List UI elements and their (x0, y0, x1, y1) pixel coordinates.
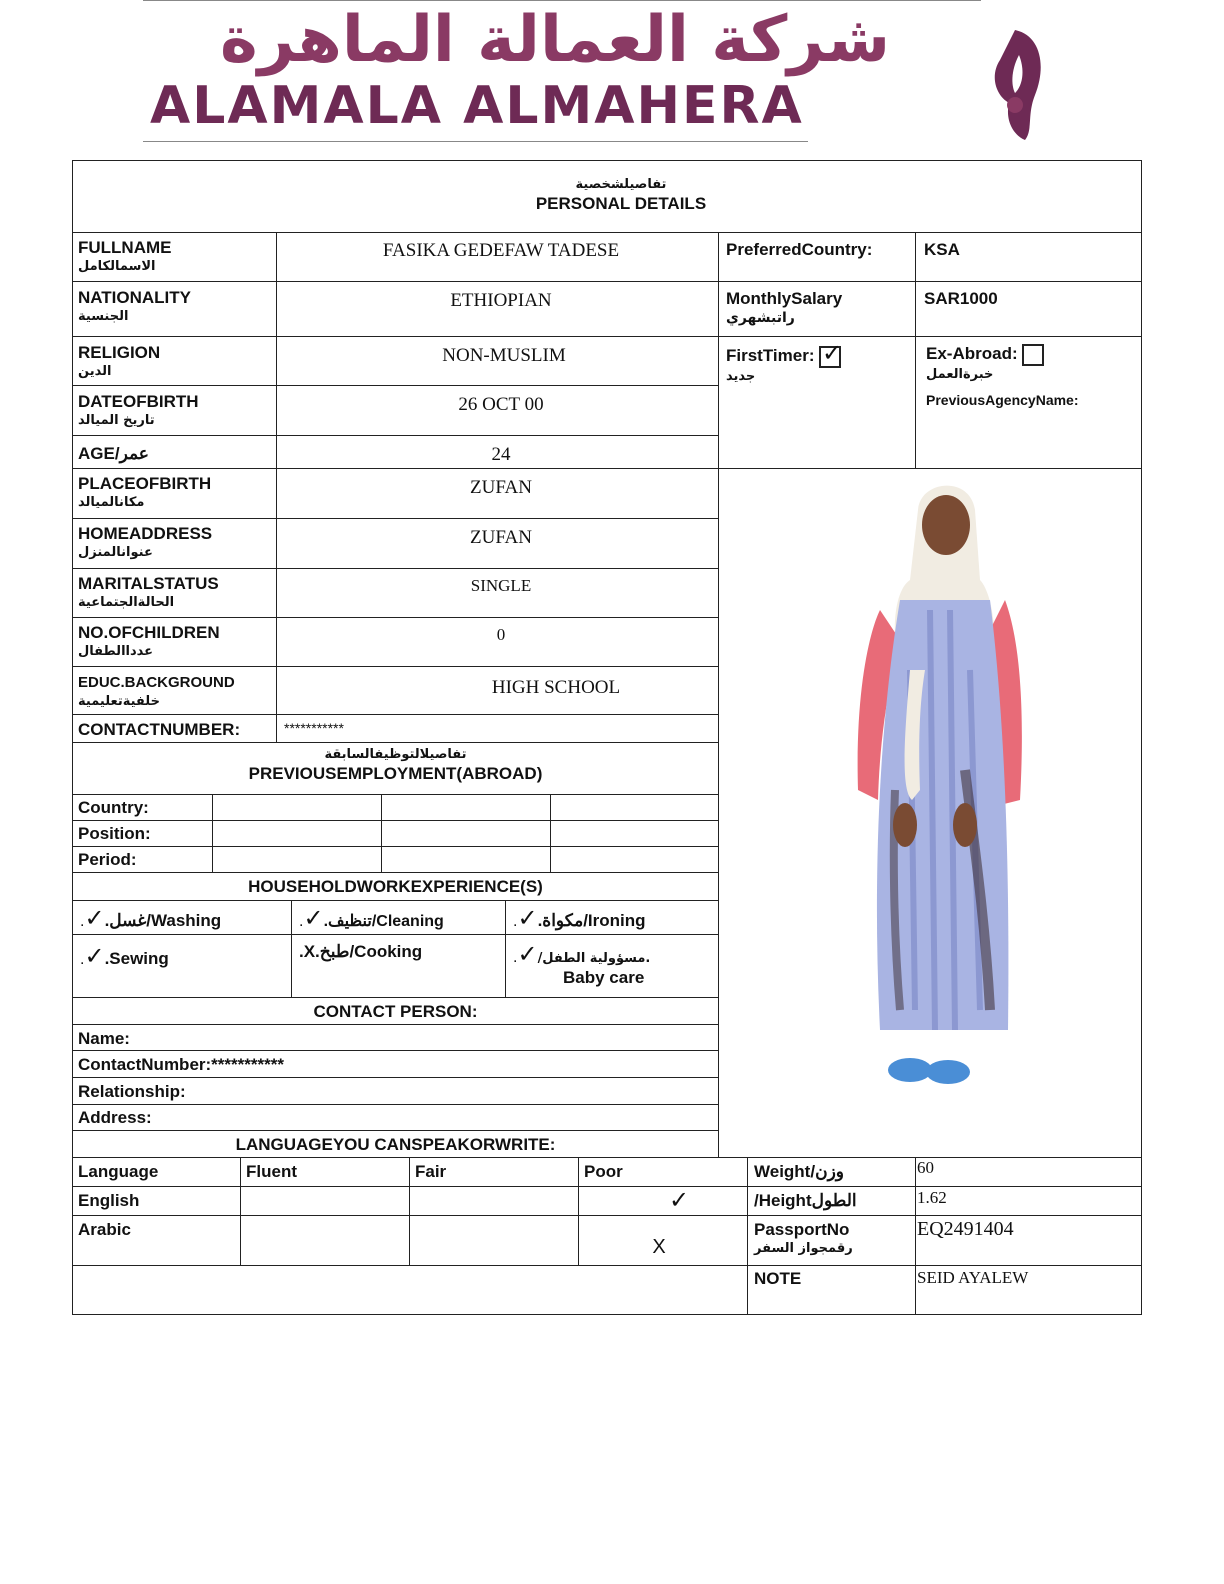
logo-emblem-icon (985, 25, 1047, 143)
nationality-value: ETHIOPIAN (450, 290, 552, 311)
ex-abroad: Ex-Abroad: خبرةالعمل PreviousAgencyName: (920, 340, 1138, 414)
personal-details-header (72, 176, 1170, 214)
prev-country-label: Country: (78, 798, 149, 817)
lang-english-fluent (240, 1189, 408, 1197)
contact-person-title: CONTACT PERSON: (313, 1002, 478, 1021)
lang-header-fair: Fair (415, 1162, 447, 1181)
placeofbirth-value: ZUFAN (470, 477, 532, 498)
lang-header-poor: Poor (584, 1162, 623, 1181)
prev-period-label: Period: (78, 850, 137, 869)
logo-english-text: ALAMALA ALMAHERA (150, 76, 804, 136)
logo-bottom-line (143, 141, 808, 142)
fullname-label: FULLNAME الاسمالكامل (78, 238, 172, 274)
check-icon: ✓ (517, 940, 538, 968)
logo-arabic-text: شركة العمالة الماهرة (219, 3, 891, 77)
skill-cooking: .X.طبخ/Cooking (299, 942, 423, 961)
personal-details-title: PERSONAL DETAILS (535, 194, 707, 213)
skill-babycare: .✓.مسؤولية الطفل/ Baby care (513, 940, 651, 987)
first-timer-label: FirstTimer: (726, 346, 815, 366)
passport-value: EQ2491404 (917, 1218, 1014, 1240)
skill-ironing: .✓.مكواة/Ironing (513, 904, 646, 932)
applicant-photo (840, 470, 1040, 1090)
salary-label: MonthlySalary راتبشهري (726, 289, 843, 326)
check-icon: ✓ (303, 904, 324, 932)
preferred-country-label: PreferredCountry: (726, 240, 873, 259)
skill-sewing: .✓.Sewing (80, 942, 169, 970)
prev-position-label: Position: (78, 824, 151, 843)
household-title: HOUSEHOLDWORKEXPERIENCE(S) (248, 877, 543, 896)
education-value: HIGH SCHOOL (491, 677, 621, 698)
fullname-value: FASIKA GEDEFAW TADESE (382, 240, 620, 261)
religion-value: NON-MUSLIM (442, 345, 566, 366)
education-label: EDUC.BACKGROUND خلفيةتعليمية (78, 674, 235, 709)
maritalstatus-value: SINGLE (470, 576, 532, 595)
contact-number-label: ContactNumber:*********** (78, 1055, 284, 1074)
age-value: 24 (491, 444, 511, 465)
preferred-country-value: KSA (924, 240, 960, 259)
first-timer: FirstTimer: ✓ جديد (726, 339, 843, 384)
cross-mark: .X. (299, 942, 320, 961)
personal-details-title-ar: تفاصيلشخصية (575, 177, 667, 192)
dateofbirth-label: DATEOFBIRTH تاريخ الميالد (78, 392, 199, 428)
weight-value: 60 (917, 1158, 934, 1177)
skill-washing: .✓.غسل/Washing (80, 904, 222, 932)
placeofbirth-label: PLACEOFBIRTH مكانالميالد (78, 474, 212, 510)
check-icon: ✓ (668, 1186, 690, 1214)
previous-employment-title-ar: تفاصيلالتوظيفالسابقة (324, 747, 467, 762)
nationality-label: NATIONALITY الجنسية (78, 288, 192, 324)
homeaddress-label: HOMEADDRESS عنوانالمنزل (78, 524, 213, 560)
height-label: /Heightالطول (754, 1191, 857, 1210)
lang-arabic-fluent (240, 1218, 408, 1226)
previous-agency-label: PreviousAgencyName: (926, 392, 1079, 408)
note-label: NOTE (754, 1269, 802, 1288)
lang-english-fair (409, 1189, 577, 1197)
lang-arabic-fair (409, 1218, 577, 1226)
first-timer-checkbox[interactable] (819, 339, 843, 368)
contactnumber-label: CONTACTNUMBER: (78, 720, 241, 739)
skill-cleaning: .✓.تنظيف/Cleaning (299, 904, 444, 932)
contact-relationship-label: Relationship: (78, 1082, 186, 1101)
check-icon: ✓ (517, 904, 538, 932)
dateofbirth-value: 26 OCT 00 (458, 394, 544, 415)
lang-header-fluent: Fluent (246, 1162, 297, 1181)
note-value: SEID AYALEW (917, 1268, 1029, 1287)
lang-english: English (78, 1191, 140, 1210)
salary-value: SAR1000 (924, 289, 998, 308)
contact-address-label: Address: (78, 1108, 152, 1127)
previous-employment-header (72, 746, 719, 784)
contact-name-label: Name: (78, 1029, 130, 1048)
languages-title: LANGUAGEYOU CANSPEAKORWRITE: (235, 1135, 556, 1154)
age-label: AGE/عمر (78, 444, 149, 463)
height-value: 1.62 (917, 1188, 947, 1207)
children-value: 0 (496, 625, 506, 644)
lang-arabic-poor: X (652, 1236, 666, 1258)
homeaddress-value: ZUFAN (470, 527, 532, 548)
check-icon: ✓ (84, 904, 105, 932)
previous-employment-title: PREVIOUSEMPLOYMENT(ABROAD) (248, 764, 543, 783)
religion-label: RELIGION الدين (78, 343, 161, 379)
check-icon: ✓ (84, 942, 105, 970)
lang-arabic: Arabic (78, 1220, 131, 1239)
ex-abroad-checkbox[interactable] (1022, 344, 1044, 366)
weight-label: Weight/وزن (754, 1162, 844, 1181)
children-label: NO.OFCHILDREN عدداالطفال (78, 623, 220, 659)
contactnumber-value: *********** (284, 720, 344, 736)
passport-label: PassportNo رقمجواز السفر (754, 1220, 853, 1256)
lang-header-language: Language (78, 1162, 159, 1181)
ex-abroad-label: Ex-Abroad: (926, 344, 1018, 364)
maritalstatus-label: MARITALSTATUS الحالةالجتماعية (78, 574, 219, 610)
check-icon: ✓ (821, 339, 843, 367)
